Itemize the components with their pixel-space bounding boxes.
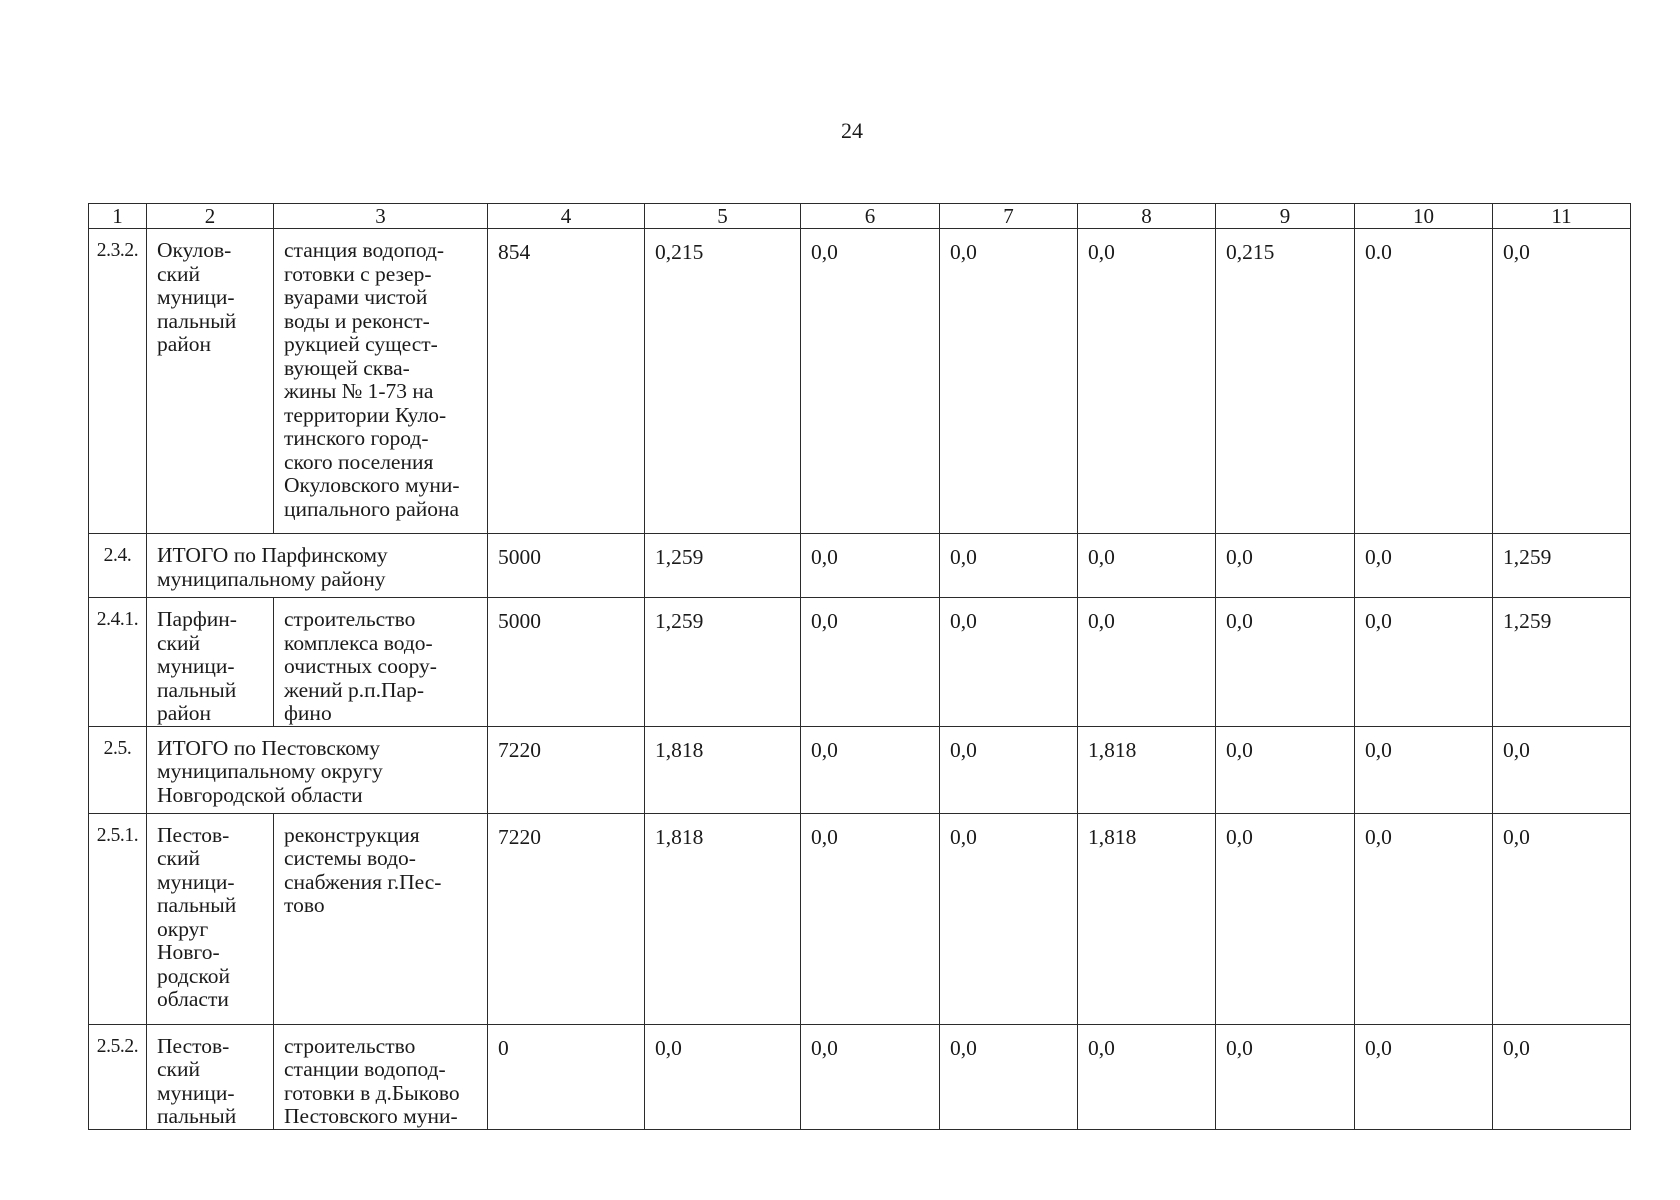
description-cell: строительство комплекса водо- очистных соору- жений р.п.Пар- фино: [274, 598, 488, 727]
value-cell: 0,0: [1216, 534, 1355, 598]
value-cell: 0,0: [1216, 726, 1355, 813]
value-cell: 5000: [488, 534, 645, 598]
header-cell: 9: [1216, 204, 1355, 229]
value-cell: 1,818: [645, 726, 801, 813]
value-cell: 0,0: [940, 726, 1078, 813]
description-cell: строительство станции водопод- готовки в д.Быково Пестовского муни-: [274, 1024, 488, 1129]
value-cell: 0,0: [801, 1024, 940, 1129]
value-cell: 854: [488, 229, 645, 534]
value-cell: 0,0: [1493, 726, 1631, 813]
budget-table: [88, 203, 1631, 1130]
value-cell: 1,259: [645, 534, 801, 598]
value-cell: 7220: [488, 726, 645, 813]
value-cell: 1,259: [645, 598, 801, 727]
value-cell: 0,0: [940, 1024, 1078, 1129]
value-cell: 7220: [488, 813, 645, 1024]
value-cell: 0,0: [801, 726, 940, 813]
value-cell: 1,818: [645, 813, 801, 1024]
description-cell: станция водопод- готовки с резер- вуарами чистой воды и реконст- рукцией сущест- вующей сква- жины № 1-73 на территории Куло- тинского город- ского поселения Окуловского муни- ципального района: [274, 229, 488, 534]
value-cell: 0,0: [1355, 598, 1493, 727]
header-cell: 4: [488, 204, 645, 229]
district-cell: Окулов- ский муници- пальный район: [147, 229, 274, 534]
header-cell: 3: [274, 204, 488, 229]
header-cell: 2: [147, 204, 274, 229]
header-cell: 6: [801, 204, 940, 229]
value-cell: 0,0: [801, 813, 940, 1024]
value-cell: 0,0: [1078, 1024, 1216, 1129]
table-row: [89, 229, 1631, 534]
table-header-row: [89, 204, 1631, 229]
value-cell: 0,0: [1216, 598, 1355, 727]
value-cell: 0,0: [801, 598, 940, 727]
value-cell: 0,0: [801, 534, 940, 598]
table-row-total: [89, 534, 1631, 598]
page-number: 24: [841, 118, 863, 143]
header-cell: 11: [1493, 204, 1631, 229]
value-cell: 1,818: [1078, 813, 1216, 1024]
header-cell: 7: [940, 204, 1078, 229]
value-cell: 0,0: [1355, 813, 1493, 1024]
row-number: 2.3.2.: [89, 229, 147, 534]
value-cell: 0,0: [1078, 598, 1216, 727]
value-cell: 0,0: [1355, 534, 1493, 598]
value-cell: 0,0: [940, 229, 1078, 534]
description-cell: реконструкция системы водо- снабжения г.Пес- тово: [274, 813, 488, 1024]
table-row-total: [89, 726, 1631, 813]
district-cell: Пестов- ский муници- пальный округ Новго- родской области: [147, 813, 274, 1024]
value-cell: 1,818: [1078, 726, 1216, 813]
value-cell: 0,0: [1493, 813, 1631, 1024]
header-cell: 10: [1355, 204, 1493, 229]
value-cell: 0,0: [1078, 534, 1216, 598]
value-cell: 0,0: [1078, 229, 1216, 534]
value-cell: 0.0: [1355, 229, 1493, 534]
value-cell: 0,0: [940, 598, 1078, 727]
value-cell: 0,0: [940, 813, 1078, 1024]
district-cell: Парфин- ский муници- пальный район: [147, 598, 274, 727]
header-cell: 5: [645, 204, 801, 229]
value-cell: 0,0: [801, 229, 940, 534]
table-row: [89, 1024, 1631, 1129]
row-number: 2.5.2.: [89, 1024, 147, 1129]
row-number: 2.4.1.: [89, 598, 147, 727]
value-cell: 0,215: [645, 229, 801, 534]
value-cell: 0: [488, 1024, 645, 1129]
total-label-cell: ИТОГО по Пестовскому муниципальному округу Новгородской области: [147, 726, 488, 813]
table-row: [89, 813, 1631, 1024]
value-cell: 0,0: [940, 534, 1078, 598]
value-cell: 5000: [488, 598, 645, 727]
value-cell: 0,0: [1493, 229, 1631, 534]
value-cell: 0,0: [1355, 726, 1493, 813]
header-cell: 1: [89, 204, 147, 229]
row-number: 2.5.1.: [89, 813, 147, 1024]
table-row: [89, 598, 1631, 727]
value-cell: 0,0: [1493, 1024, 1631, 1129]
row-number: 2.5.: [89, 726, 147, 813]
value-cell: 0,0: [1216, 813, 1355, 1024]
header-cell: 8: [1078, 204, 1216, 229]
value-cell: 0,0: [1216, 1024, 1355, 1129]
district-cell: Пестов- ский муници- пальный: [147, 1024, 274, 1129]
value-cell: 0,0: [645, 1024, 801, 1129]
value-cell: 0,0: [1355, 1024, 1493, 1129]
value-cell: 1,259: [1493, 534, 1631, 598]
value-cell: 0,215: [1216, 229, 1355, 534]
total-label-cell: ИТОГО по Парфинскому муниципальному району: [147, 534, 488, 598]
value-cell: 1,259: [1493, 598, 1631, 727]
row-number: 2.4.: [89, 534, 147, 598]
